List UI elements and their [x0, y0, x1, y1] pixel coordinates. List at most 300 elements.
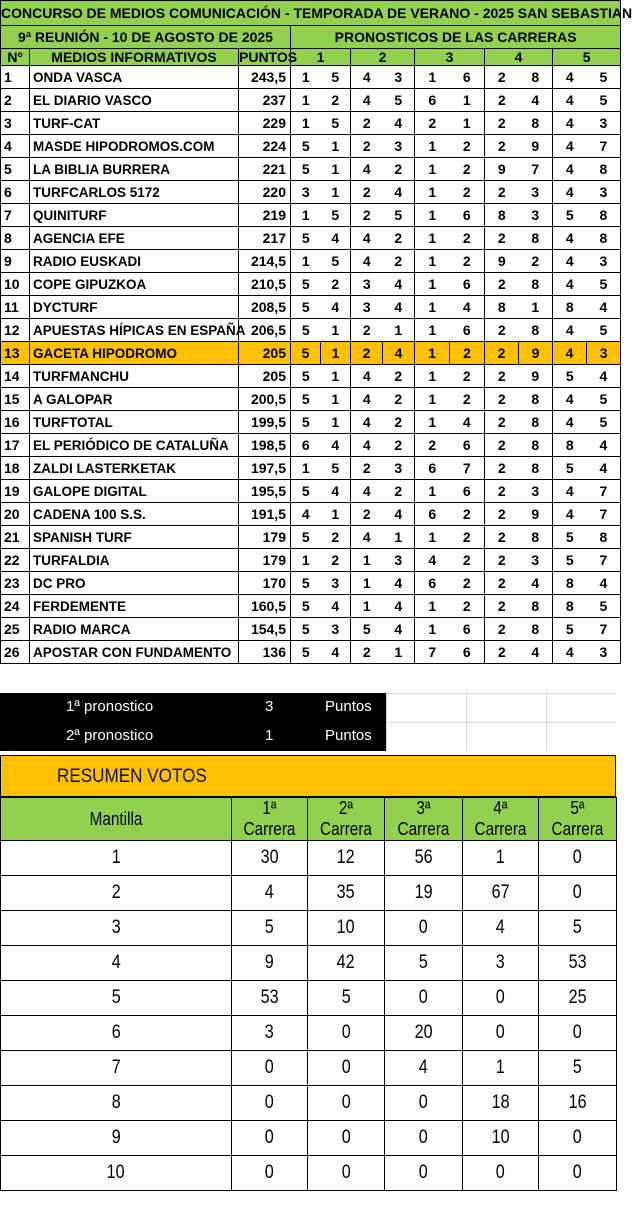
table-row — [1, 618, 621, 641]
cell-value: 1 — [495, 847, 505, 868]
mantilla-number — [1, 841, 232, 876]
forecast-cell: 2 — [450, 181, 485, 204]
forecast-cell: 6 — [291, 434, 321, 457]
vote-count — [463, 1016, 539, 1051]
points-value: 229 — [239, 112, 291, 135]
forecast-cell: 5 — [587, 595, 621, 618]
vote-count — [308, 1156, 385, 1191]
row-number: 15 — [1, 388, 30, 411]
row-number: 9 — [1, 250, 30, 273]
forecast-cell: 5 — [291, 388, 321, 411]
forecast-cell: 2 — [351, 457, 383, 480]
forecast-cell: 1 — [383, 641, 415, 664]
forecast-cell: 6 — [450, 641, 485, 664]
summary-row — [1, 1086, 617, 1121]
vote-count — [385, 981, 463, 1016]
media-name: MASDE HIPODROMOS.COM — [30, 135, 239, 158]
mantilla-number — [1, 1121, 232, 1156]
table-row — [1, 641, 621, 664]
points-value: 198,5 — [239, 434, 291, 457]
forecast-cell: 4 — [351, 66, 383, 89]
forecast-cell: 3 — [587, 342, 621, 365]
cell-value: 5 — [572, 1057, 582, 1078]
points-value: 170 — [239, 572, 291, 595]
forecast-cell: 5 — [291, 365, 321, 388]
cell-value: 5 — [111, 987, 121, 1008]
forecast-cell: 8 — [519, 66, 553, 89]
forecast-cell: 1 — [321, 388, 351, 411]
col-race-5: 5 — [553, 49, 621, 66]
forecast-cell: 8 — [553, 595, 587, 618]
forecast-cell: 2 — [383, 365, 415, 388]
forecast-cell: 6 — [450, 434, 485, 457]
forecast-cell: 4 — [415, 549, 450, 572]
row-number: 19 — [1, 480, 30, 503]
points-value: 237 — [239, 89, 291, 112]
summary-column-header — [1, 798, 232, 841]
forecast-cell: 5 — [321, 457, 351, 480]
forecast-cell: 1 — [415, 595, 450, 618]
forecast-cell: 2 — [485, 181, 519, 204]
points-value: 205 — [239, 342, 291, 365]
forecast-cell: 1 — [383, 319, 415, 342]
vote-count — [308, 911, 385, 946]
forecast-cell: 1 — [415, 480, 450, 503]
forecast-cell: 9 — [519, 503, 553, 526]
forecast-cell: 5 — [587, 89, 621, 112]
summary-row — [1, 841, 617, 876]
vote-count — [463, 981, 539, 1016]
cell-value: 0 — [418, 917, 428, 938]
cell-value: 0 — [572, 882, 582, 903]
row-number: 24 — [1, 595, 30, 618]
cell-value: 10 — [337, 917, 355, 938]
forecast-cell: 2 — [351, 503, 383, 526]
row-number: 23 — [1, 572, 30, 595]
media-name: AGENCIA EFE — [30, 227, 239, 250]
vote-count — [539, 1086, 617, 1121]
forecast-cell: 5 — [587, 319, 621, 342]
forecast-cell: 4 — [553, 66, 587, 89]
vote-count — [308, 876, 385, 911]
forecast-cell: 2 — [351, 204, 383, 227]
forecast-cell: 2 — [351, 641, 383, 664]
table-row — [1, 89, 621, 112]
row-number: 8 — [1, 227, 30, 250]
forecast-cell: 6 — [415, 457, 450, 480]
vote-count — [232, 1051, 308, 1086]
vote-count — [308, 1121, 385, 1156]
col-race-3: 3 — [415, 49, 485, 66]
forecast-cell: 2 — [485, 618, 519, 641]
vote-count — [539, 1156, 617, 1191]
forecast-cell: 7 — [587, 503, 621, 526]
forecast-cell: 9 — [519, 135, 553, 158]
forecast-cell: 8 — [519, 112, 553, 135]
row-number: 26 — [1, 641, 30, 664]
forecast-cell: 2 — [450, 227, 485, 250]
forecast-cell: 8 — [485, 296, 519, 319]
forecast-cell: 5 — [291, 158, 321, 181]
forecast-cell: 1 — [415, 250, 450, 273]
cell-value: 0 — [418, 1127, 428, 1148]
row-number: 2 — [1, 89, 30, 112]
cell-value: 5 — [572, 917, 582, 938]
forecast-cell: 4 — [351, 89, 383, 112]
table-row — [1, 296, 621, 319]
forecast-cell: 1 — [415, 227, 450, 250]
forecast-cell: 2 — [450, 503, 485, 526]
cell-value: 3 — [495, 952, 505, 973]
forecast-cell: 4 — [587, 365, 621, 388]
cell-value: 4 — [111, 952, 121, 973]
forecast-cell: 4 — [383, 273, 415, 296]
forecast-cell: 4 — [351, 250, 383, 273]
vote-count — [539, 981, 617, 1016]
vote-count — [232, 981, 308, 1016]
cell-value: 4 — [418, 1057, 428, 1078]
forecast-cell: 4 — [553, 112, 587, 135]
forecast-cell: 5 — [383, 89, 415, 112]
forecast-cell: 2 — [485, 319, 519, 342]
forecast-cell: 1 — [321, 342, 351, 365]
media-name: SPANISH TURF — [30, 526, 239, 549]
forecast-cell: 3 — [321, 618, 351, 641]
points-value: 160,5 — [239, 595, 291, 618]
forecast-cell: 1 — [415, 411, 450, 434]
vote-count — [385, 1051, 463, 1086]
cell-value: 0 — [418, 987, 428, 1008]
forecast-cell: 2 — [351, 181, 383, 204]
mantilla-number — [1, 876, 232, 911]
forecast-cell: 5 — [291, 273, 321, 296]
cell-value: 0 — [341, 1162, 351, 1183]
vote-count — [463, 876, 539, 911]
vote-count — [463, 1086, 539, 1121]
points-value: 205 — [239, 365, 291, 388]
forecast-cell: 2 — [485, 227, 519, 250]
forecast-cell: 2 — [321, 273, 351, 296]
points-value: 179 — [239, 526, 291, 549]
forecast-cell: 3 — [351, 273, 383, 296]
summary-header-label: 4ª Carrera — [474, 798, 527, 839]
forecast-cell: 7 — [587, 549, 621, 572]
cell-value: 12 — [337, 847, 355, 868]
forecast-cell: 2 — [485, 549, 519, 572]
summary-header-label: Mantilla — [89, 808, 143, 829]
forecast-cell: 4 — [383, 181, 415, 204]
points-value: 206,5 — [239, 319, 291, 342]
cell-value: 10 — [491, 1127, 510, 1148]
forecast-cell: 1 — [321, 319, 351, 342]
forecast-cell: 4 — [351, 526, 383, 549]
forecast-cell: 3 — [383, 135, 415, 158]
media-name: EL DIARIO VASCO — [30, 89, 239, 112]
forecast-cell: 6 — [415, 89, 450, 112]
forecast-cell: 4 — [587, 457, 621, 480]
vote-count — [463, 1121, 539, 1156]
forecast-cell: 2 — [450, 158, 485, 181]
cell-value: 3 — [264, 1022, 274, 1043]
forecast-cell: 2 — [383, 227, 415, 250]
forecast-cell: 2 — [485, 595, 519, 618]
forecast-cell: 8 — [519, 411, 553, 434]
forecast-cell: 4 — [519, 641, 553, 664]
forecast-cell: 4 — [553, 89, 587, 112]
cell-value: 9 — [264, 952, 274, 973]
forecast-cell: 7 — [450, 457, 485, 480]
cell-value: 4 — [264, 882, 274, 903]
row-number: 18 — [1, 457, 30, 480]
forecast-cell: 1 — [321, 181, 351, 204]
forecast-cell: 5 — [553, 457, 587, 480]
forecast-cell: 1 — [321, 365, 351, 388]
points-value: 221 — [239, 158, 291, 181]
forecast-cell: 4 — [587, 434, 621, 457]
forecast-cell: 6 — [450, 273, 485, 296]
points-value: 191,5 — [239, 503, 291, 526]
forecast-cell: 3 — [519, 549, 553, 572]
forecast-cell: 5 — [291, 618, 321, 641]
col-race-4: 4 — [485, 49, 553, 66]
media-name: DYCTURF — [30, 296, 239, 319]
forecast-cell: 4 — [383, 112, 415, 135]
forecast-cell: 2 — [485, 572, 519, 595]
forecast-cell: 4 — [553, 273, 587, 296]
cell-value: 67 — [491, 882, 510, 903]
forecast-cell: 5 — [587, 273, 621, 296]
forecast-cell: 8 — [519, 595, 553, 618]
row-number: 14 — [1, 365, 30, 388]
forecast-cell: 2 — [450, 388, 485, 411]
row-number: 22 — [1, 549, 30, 572]
media-name: RADIO MARCA — [30, 618, 239, 641]
vote-count — [539, 876, 617, 911]
forecast-cell: 3 — [383, 549, 415, 572]
forecast-cell: 1 — [383, 526, 415, 549]
cell-value: 2 — [111, 882, 121, 903]
table-row — [1, 112, 621, 135]
forecast-cell: 2 — [321, 526, 351, 549]
cell-value: 0 — [341, 1092, 351, 1113]
forecast-cell: 8 — [519, 273, 553, 296]
mantilla-number — [1, 1051, 232, 1086]
forecast-cell: 1 — [415, 273, 450, 296]
points-value: 214,5 — [239, 250, 291, 273]
forecast-cell: 2 — [383, 434, 415, 457]
mantilla-number — [1, 1016, 232, 1051]
forecast-cell: 4 — [351, 434, 383, 457]
forecast-cell: 5 — [321, 112, 351, 135]
cell-value: 0 — [495, 1022, 505, 1043]
media-name: FERDEMENTE — [30, 595, 239, 618]
forecast-cell: 2 — [450, 572, 485, 595]
vote-count — [463, 911, 539, 946]
forecast-cell: 4 — [587, 572, 621, 595]
summary-header-label: 1ª Carrera — [243, 798, 296, 839]
cell-value: 16 — [568, 1092, 587, 1113]
row-number: 6 — [1, 181, 30, 204]
forecast-cell: 2 — [485, 66, 519, 89]
forecast-cell: 2 — [383, 480, 415, 503]
col-num: Nº — [1, 49, 30, 66]
forecast-cell: 5 — [291, 572, 321, 595]
row-number: 12 — [1, 319, 30, 342]
row-number: 11 — [1, 296, 30, 319]
forecast-cell: 1 — [415, 158, 450, 181]
forecast-cell: 4 — [383, 503, 415, 526]
vote-count — [232, 911, 308, 946]
forecast-cell: 5 — [291, 135, 321, 158]
cell-value: 6 — [111, 1022, 121, 1043]
forecast-cell: 2 — [485, 135, 519, 158]
points-value: 199,5 — [239, 411, 291, 434]
media-name: DC PRO — [30, 572, 239, 595]
forecast-cell: 1 — [291, 549, 321, 572]
forecast-cell: 2 — [383, 411, 415, 434]
media-name: A GALOPAR — [30, 388, 239, 411]
forecast-cell: 4 — [553, 503, 587, 526]
cell-value: 1 — [111, 847, 121, 868]
forecast-cell: 9 — [485, 250, 519, 273]
legend-unit: Puntos — [325, 727, 372, 744]
forecast-cell: 3 — [587, 112, 621, 135]
reunion-date: 9ª REUNIÓN - 10 DE AGOSTO DE 2025 — [1, 26, 291, 49]
forecast-cell: 2 — [485, 641, 519, 664]
cell-value: 0 — [572, 1022, 582, 1043]
forecast-cell: 9 — [519, 365, 553, 388]
summary-row — [1, 946, 617, 981]
points-legend — [0, 693, 386, 751]
vote-count — [539, 1051, 617, 1086]
forecast-cell: 1 — [450, 89, 485, 112]
table-row — [1, 227, 621, 250]
media-name: EL PERIÓDICO DE CATALUÑA — [30, 434, 239, 457]
vote-count — [539, 946, 617, 981]
mantilla-number — [1, 981, 232, 1016]
forecast-cell: 5 — [351, 618, 383, 641]
forecast-cell: 4 — [291, 503, 321, 526]
media-name: QUINITURF — [30, 204, 239, 227]
forecast-cell: 2 — [415, 112, 450, 135]
table-row — [1, 342, 621, 365]
points-value: 243,5 — [239, 66, 291, 89]
points-value: 200,5 — [239, 388, 291, 411]
forecast-cell: 2 — [485, 112, 519, 135]
forecast-cell: 8 — [587, 158, 621, 181]
forecast-cell: 8 — [519, 388, 553, 411]
cell-value: 0 — [264, 1092, 274, 1113]
forecast-cell: 3 — [383, 66, 415, 89]
forecast-cell: 4 — [553, 388, 587, 411]
cell-value: 0 — [264, 1162, 274, 1183]
row-number: 10 — [1, 273, 30, 296]
table-row — [1, 526, 621, 549]
forecast-cell: 8 — [519, 319, 553, 342]
forecast-cell: 7 — [415, 641, 450, 664]
cell-value: 3 — [111, 917, 121, 938]
table-row — [1, 181, 621, 204]
forecast-cell: 2 — [485, 342, 519, 365]
forecast-cell: 4 — [383, 572, 415, 595]
forecast-cell: 8 — [553, 296, 587, 319]
row-number: 21 — [1, 526, 30, 549]
forecast-cell: 1 — [291, 250, 321, 273]
forecast-cell: 4 — [553, 181, 587, 204]
table-row — [1, 319, 621, 342]
forecast-cell: 7 — [587, 618, 621, 641]
forecast-cell: 5 — [291, 641, 321, 664]
col-medios: MEDIOS INFORMATIVOS — [30, 49, 239, 66]
vote-count — [308, 946, 385, 981]
vote-count — [539, 841, 617, 876]
forecast-cell: 4 — [321, 227, 351, 250]
forecast-cell: 2 — [351, 342, 383, 365]
row-number: 17 — [1, 434, 30, 457]
legend-label: 2ª pronostico — [66, 727, 154, 744]
cell-value: 0 — [264, 1127, 274, 1148]
forecast-cell: 1 — [351, 595, 383, 618]
cell-value: 25 — [568, 987, 587, 1008]
forecast-cell: 7 — [587, 480, 621, 503]
forecast-cell: 2 — [351, 135, 383, 158]
forecast-cell: 6 — [450, 618, 485, 641]
forecast-cell: 8 — [553, 572, 587, 595]
summary-column-header — [463, 798, 539, 841]
cell-value: 8 — [111, 1092, 121, 1113]
forecast-cell: 5 — [291, 319, 321, 342]
points-value: 195,5 — [239, 480, 291, 503]
forecast-cell: 1 — [291, 112, 321, 135]
forecast-cell: 4 — [351, 158, 383, 181]
forecast-cell: 3 — [519, 181, 553, 204]
vote-count — [232, 1156, 308, 1191]
col-puntos: PUNTOS — [239, 49, 298, 65]
table-row — [1, 549, 621, 572]
mantilla-number — [1, 1086, 232, 1121]
forecast-cell: 2 — [485, 365, 519, 388]
summary-header-row — [1, 798, 617, 841]
vote-count — [385, 911, 463, 946]
forecast-cell: 1 — [291, 89, 321, 112]
forecast-cell: 2 — [485, 411, 519, 434]
summary-column-header — [308, 798, 385, 841]
forecast-cell: 8 — [519, 618, 553, 641]
forecast-cell: 5 — [291, 480, 321, 503]
row-number: 4 — [1, 135, 30, 158]
cell-value: 42 — [337, 952, 355, 973]
forecast-cell: 5 — [553, 618, 587, 641]
table-row — [1, 158, 621, 181]
vote-count — [385, 1016, 463, 1051]
media-name: TURF-CAT — [30, 112, 239, 135]
forecast-cell: 3 — [587, 181, 621, 204]
cell-value: 0 — [418, 1162, 428, 1183]
row-number: 16 — [1, 411, 30, 434]
forecast-cell: 3 — [587, 250, 621, 273]
vote-count — [463, 946, 539, 981]
forecast-cell: 5 — [383, 204, 415, 227]
cell-value: 0 — [572, 1127, 582, 1148]
cell-value: 19 — [414, 882, 433, 903]
forecast-cell: 1 — [291, 457, 321, 480]
vote-count — [308, 1016, 385, 1051]
cell-value: 20 — [414, 1022, 433, 1043]
summary-row — [1, 1051, 617, 1086]
forecast-cell: 9 — [485, 158, 519, 181]
forecast-cell: 5 — [291, 342, 321, 365]
summary-row — [1, 911, 617, 946]
